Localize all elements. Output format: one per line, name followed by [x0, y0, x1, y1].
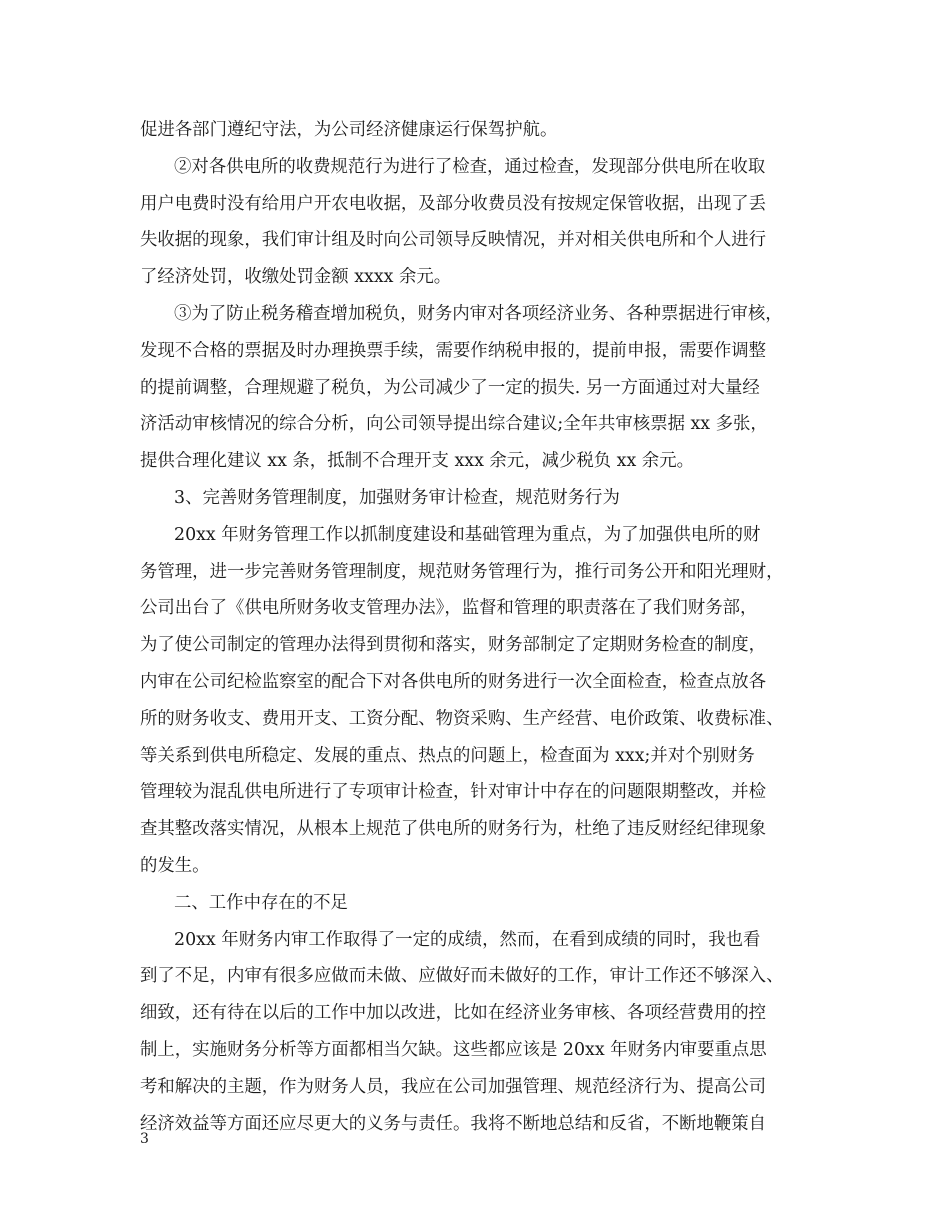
text-line: 考和解决的主题，作为财务人员，我应在公司加强管理、规范经济行为、提高公司	[140, 1076, 767, 1097]
text-line: 查其整改落实情况，从根本上规范了供电所的财务行为，杜绝了违反财经纪律现象	[140, 819, 767, 840]
text-line: 细致，还有待在以后的工作中加以改进，比如在经济业务审核、各项经营费用的控	[140, 1003, 767, 1024]
text-line: 失收据的现象，我们审计组及时向公司领导反映情况，并对相关供电所和个人进行	[140, 230, 767, 251]
text-line: ②对各供电所的收费规范行为进行了检查，通过检查，发现部分供电所在收取	[174, 156, 766, 177]
text-line: 的提前调整，合理规避了税负，为公司减少了一定的损失. 另一方面通过对大量经	[140, 377, 760, 398]
text-line: ③为了防止税务稽查增加税负，财务内审对各项经济业务、各种票据进行审核，	[174, 303, 783, 324]
text-line: 发现不合格的票据及时办理换票手续，需要作纳税申报的，提前申报，需要作调整	[140, 340, 767, 361]
page-number: 3	[140, 1131, 149, 1147]
text-line: 的发生。	[140, 855, 210, 876]
text-line: 到了不足，内审有很多应做而未做、应做好而未做好的工作，审计工作还不够深入、	[140, 966, 784, 987]
text-line: 所的财务收支、费用开支、工资分配、物资采购、生产经营、电价政策、收费标准、	[140, 708, 784, 729]
text-line: 制上，实施财务分析等方面都相当欠缺。这些都应该是 20xx 年财务内审要重点思	[140, 1039, 767, 1060]
text-line: 公司出台了《供电所财务收支管理办法》，监督和管理的职责落在了我们财务部，	[140, 598, 758, 619]
text-line: 促进各部门遵纪守法，为公司经济健康运行保驾护航。	[140, 120, 558, 140]
text-line: 20xx 年财务管理工作以抓制度建设和基础管理为重点，为了加强供电所的财	[174, 524, 761, 545]
text-line: 提供合理化建议 xx 条，抵制不合理开支 xxx 余元，减少税负 xx 余元。	[140, 451, 694, 472]
text-line: 了经济处罚，收缴处罚金额 xxxx 余元。	[140, 267, 452, 288]
text-line: 二、工作中存在的不足	[174, 892, 348, 913]
text-line: 等关系到供电所稳定、发展的重点、热点的问题上，检查面为 xxx;并对个别财务	[140, 745, 755, 766]
text-line: 经济效益等方面还应尽更大的义务与责任。我将不断地总结和反省，不断地鞭策自	[140, 1113, 767, 1134]
document-body	[140, 112, 820, 1142]
text-line: 为了使公司制定的管理办法得到贯彻和落实，财务部制定了定期财务检查的制度，	[140, 635, 767, 656]
text-line: 3、完善财务管理制度，加强财务审计检查，规范财务行为	[174, 487, 620, 508]
text-line: 用户电费时没有给用户开农电收据，及部分收费员没有按规定保管收据，出现了丢	[140, 193, 767, 214]
text-line: 管理较为混乱供电所进行了专项审计检查，针对审计中存在的问题限期整改，并检	[140, 782, 767, 803]
text-line: 20xx 年财务内审工作取得了一定的成绩，然而，在看到成绩的同时，我也看	[174, 929, 761, 950]
text-line: 务管理，进一步完善财务管理制度，规范财务管理行为，推行司务公开和阳光理财，	[140, 561, 784, 582]
text-line: 内审在公司纪检监察室的配合下对各供电所的财务进行一次全面检查，检查点放各	[140, 671, 767, 692]
text-line: 济活动审核情况的综合分析，向公司领导提出综合建议;全年共审核票据 xx 多张，	[140, 414, 768, 435]
